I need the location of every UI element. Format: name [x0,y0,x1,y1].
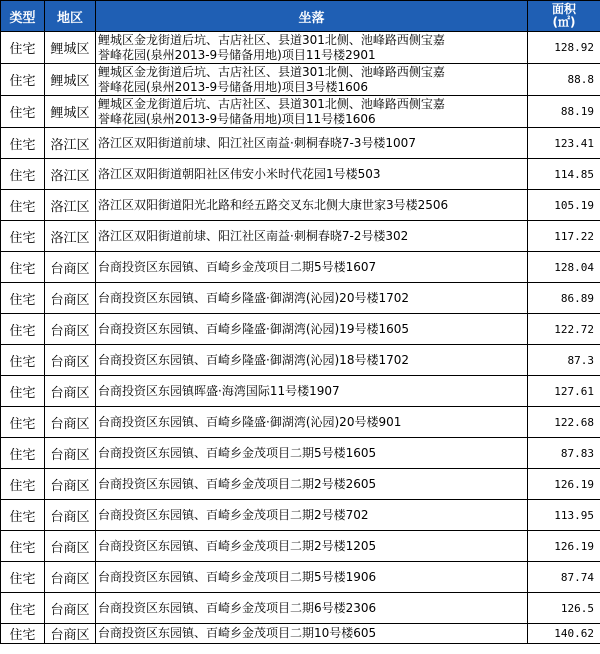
table-row [1,221,600,252]
cell-address [96,64,528,96]
address-line: 鲤城区金龙街道后坑、古店社区、县道301北侧、池峰路西侧宝嘉 [98,32,445,47]
cell-region: 洛江区 [45,159,96,190]
cell-region: 台商区 [45,469,96,500]
cell-area: 88.8 [528,64,600,96]
address-line: 台商投资区东园镇、百崎乡金茂项目二期2号楼1205 [98,538,377,553]
table-row [1,128,600,159]
cell-area: 86.89 [528,283,600,314]
cell-region: 台商区 [45,624,96,644]
cell-type: 住宅 [1,64,45,96]
cell-region: 台商区 [45,252,96,283]
cell-area: 87.83 [528,438,600,469]
cell-type: 住宅 [1,32,45,64]
header-row [1,1,600,32]
cell-region: 鲤城区 [45,64,96,96]
table-row [1,407,600,438]
cell-area: 87.74 [528,562,600,593]
cell-address [96,500,528,531]
cell-address [96,32,528,64]
cell-region: 台商区 [45,314,96,345]
header-area-label: 面积 [551,2,576,16]
cell-area: 127.61 [528,376,600,407]
table-body [1,32,600,644]
address-line: 台商投资区东园镇、百崎乡金茂项目二期2号楼702 [98,507,369,522]
cell-address [96,624,528,644]
table-row [1,283,600,314]
table-row [1,624,600,644]
cell-address [96,314,528,345]
cell-type: 住宅 [1,252,45,283]
cell-address [96,438,528,469]
cell-address [96,469,528,500]
address-line: 台商投资区东园镇、百崎乡隆盛·御湖湾(沁园)18号楼1702 [98,352,409,367]
cell-address [96,190,528,221]
cell-address [96,345,528,376]
address-line: 台商投资区东园镇、百崎乡隆盛·御湖湾(沁园)20号楼1702 [98,290,409,305]
cell-area: 87.3 [528,345,600,376]
cell-area: 126.19 [528,531,600,562]
address-line: 鲤城区金龙街道后坑、古店社区、县道301北侧、池峰路西侧宝嘉 [98,96,445,111]
cell-area: 122.72 [528,314,600,345]
cell-region: 台商区 [45,438,96,469]
cell-type: 住宅 [1,128,45,159]
header-type: 类型 [1,1,45,32]
cell-type: 住宅 [1,345,45,376]
cell-region: 鲤城区 [45,32,96,64]
cell-region: 鲤城区 [45,96,96,128]
cell-type: 住宅 [1,221,45,252]
cell-type: 住宅 [1,407,45,438]
cell-area: 126.5 [528,593,600,624]
cell-area: 113.95 [528,500,600,531]
cell-address [96,531,528,562]
cell-type: 住宅 [1,314,45,345]
table-row [1,252,600,283]
cell-address [96,96,528,128]
cell-region: 台商区 [45,376,96,407]
table-row [1,64,600,96]
cell-area: 88.19 [528,96,600,128]
table-row [1,190,600,221]
address-line: 台商投资区东园镇、百崎乡金茂项目二期5号楼1605 [98,445,377,460]
cell-area: 105.19 [528,190,600,221]
table-row [1,96,600,128]
cell-type: 住宅 [1,159,45,190]
table-row [1,531,600,562]
table-row [1,32,600,64]
table-row [1,314,600,345]
address-line: 誉峰花园(泉州2013-9号储备用地)项目3号楼1606 [98,79,369,94]
cell-address [96,159,528,190]
table-row [1,376,600,407]
address-line: 台商投资区东园镇、百崎乡隆盛·御湖湾(沁园)19号楼1605 [98,321,409,336]
table-row [1,438,600,469]
cell-type: 住宅 [1,438,45,469]
table-row [1,500,600,531]
cell-type: 住宅 [1,562,45,593]
cell-area: 123.41 [528,128,600,159]
cell-area: 128.04 [528,252,600,283]
cell-type: 住宅 [1,376,45,407]
cell-region: 洛江区 [45,190,96,221]
address-line: 誉峰花园(泉州2013-9号储备用地)项目11号楼2901 [98,47,376,62]
cell-area: 126.19 [528,469,600,500]
table-row [1,593,600,624]
cell-type: 住宅 [1,190,45,221]
cell-area: 114.85 [528,159,600,190]
address-line: 洛江区双阳街道朝阳社区伟安小米时代花园1号楼503 [98,166,381,181]
cell-address [96,283,528,314]
address-line: 台商投资区东园镇、百崎乡金茂项目二期10号楼605 [98,626,377,640]
table-row [1,159,600,190]
cell-area: 122.68 [528,407,600,438]
cell-region: 台商区 [45,531,96,562]
cell-address [96,221,528,252]
cell-address [96,593,528,624]
table-row [1,345,600,376]
cell-type: 住宅 [1,96,45,128]
table-row [1,562,600,593]
cell-area: 140.62 [528,624,600,644]
cell-address [96,376,528,407]
address-line: 洛江区双阳街道阳光北路和经五路交叉东北侧大康世家3号楼2506 [98,197,449,212]
table-row [1,469,600,500]
cell-address [96,128,528,159]
header-address: 坐落 [96,1,528,32]
cell-region: 台商区 [45,407,96,438]
cell-type: 住宅 [1,283,45,314]
header-area-unit: (㎡) [552,15,576,29]
address-line: 洛江区双阳街道前埭、阳江社区南益·刺桐春晓7-3号楼1007 [98,135,416,150]
cell-address [96,562,528,593]
address-line: 台商投资区东园镇、百崎乡金茂项目二期6号楼2306 [98,600,377,615]
address-line: 鲤城区金龙街道后坑、古店社区、县道301北侧、池峰路西侧宝嘉 [98,64,445,79]
cell-region: 台商区 [45,283,96,314]
address-line: 台商投资区东园镇、百崎乡隆盛·御湖湾(沁园)20号楼901 [98,414,402,429]
cell-region: 台商区 [45,345,96,376]
cell-type: 住宅 [1,469,45,500]
cell-area: 128.92 [528,32,600,64]
cell-type: 住宅 [1,624,45,644]
address-line: 洛江区双阳街道前埭、阳江社区南益·刺桐春晓7-2号楼302 [98,228,409,243]
header-region: 地区 [45,1,96,32]
cell-type: 住宅 [1,593,45,624]
address-line: 台商投资区东园镇晖盛·海湾国际11号楼1907 [98,383,340,398]
cell-region: 洛江区 [45,128,96,159]
address-line: 台商投资区东园镇、百崎乡金茂项目二期2号楼2605 [98,476,377,491]
cell-region: 洛江区 [45,221,96,252]
address-line: 台商投资区东园镇、百崎乡金茂项目二期5号楼1607 [98,259,377,274]
cell-area: 117.22 [528,221,600,252]
address-line: 誉峰花园(泉州2013-9号储备用地)项目11号楼1606 [98,111,376,126]
header-area [528,1,600,32]
cell-address [96,407,528,438]
cell-type: 住宅 [1,500,45,531]
cell-address [96,252,528,283]
cell-region: 台商区 [45,500,96,531]
cell-region: 台商区 [45,593,96,624]
cell-type: 住宅 [1,531,45,562]
cell-region: 台商区 [45,562,96,593]
address-line: 台商投资区东园镇、百崎乡金茂项目二期5号楼1906 [98,569,377,584]
